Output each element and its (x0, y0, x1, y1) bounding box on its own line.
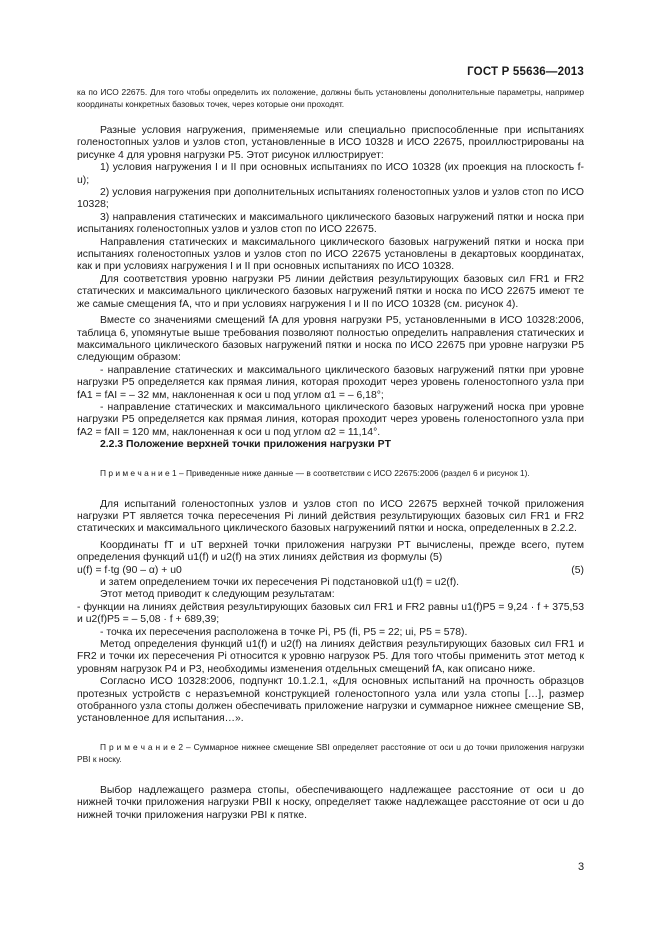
paragraph: Координаты fT и uT верхней точки приложения нагрузки PT вычислены, прежде всего, путем определения функций u1(f) и u2(f) на этих линиях действия из формулы (5) (77, 539, 584, 564)
paragraph: Направления статических и максимального циклического базовых нагружений пятки и носка при испытаниях голеностопных узлов и узлов стоп по ИСО 22675 установлены в декартовых координатах, как и при условиях нагружения I и II при основных испытаниях по ИСО 10328. (77, 236, 584, 273)
paragraph: Выбор надлежащего размера стопы, обеспечивающего надлежащее расстояние от оси u до нижней точки приложения нагрузки PBII к носку, определяет также надлежащее расстояние от оси u до нижней точки приложения нагрузки PBI к пятке. (77, 784, 584, 821)
paragraph: Согласно ИСО 10328:2006, подпункт 10.1.2.1, «Для основных испытаний на прочность образцов протезных устройств с неразъемной конструкцией голеностопного узла или узла стопы […], размер отобранного узла стопы должен обеспечивать приложение нагрузки и суммарное нижнее смещение SB, установленное для испытания…». (77, 676, 584, 725)
note-1: П р и м е ч а н и е 1 – Приведенные ниже данные — в соответствии с ИСО 22675:2006 (раздел 6 и рисунок 1). (100, 467, 530, 478)
formula-number: (5) (571, 564, 584, 576)
paragraph: Метод определения функций u1(f) и u2(f) на линиях действия результирующих базовых сил FR1 и FR2 и точки их пересечения Pi относится к уровню нагрузок P5. Для того чтобы применить этот метод к уровням нагрузок P4 и P3, необходимы изменения отдельных смещений fA, как описано ниже. (77, 639, 584, 675)
paragraph: Разные условия нагружения, применяемые или специально приспособленные при испытаниях голеностопных узлов и узлов стоп, установленные в ИСО 10328 и ИСО 22675, проиллюстрированы на рисунке 4 для уровня нагрузки P5. Этот рисунок иллюстрирует: (77, 125, 584, 161)
paragraph: Вместе со значениями смещений fA для уровня нагрузки P5, установленными в ИСО 10328:2006, таблица 6, упомянутые выше требования позволяют полностью определить направления статических и максимального циклического базовых нагружений пятки и носка по ИСО 22675 при уровне нагрузки P5 следующим образом: (77, 315, 584, 364)
formula: u(f) = f·tg (90 – α) + u0 (77, 564, 182, 576)
page-content (77, 86, 584, 822)
list-item: 3) направления статических и максимального циклического базовых нагружений пятки и носка при испытаниях голеностопных узлов и узлов стоп по ИСО 22675. (77, 211, 584, 236)
paragraph: и затем определением точки их пересечения Pi подстановкой u1(f) = u2(f). (100, 577, 460, 588)
section-heading: 2.2.3 Положение верхней точки приложения нагрузки PT (100, 439, 391, 451)
paragraph: Для испытаний голеностопных узлов и узлов стоп по ИСО 22675 верхней точкой приложения нагрузки PT является точка пересечения Pi линий действия результирующих базовых сил FR1 и FR2 статических и максимального циклического базовых нагружениий пятки и носка, определенных в 2.2.2. (77, 498, 584, 535)
note-2: П р и м е ч а н и е 2 – Суммарное нижнее смещение SBI определяет расстояние от оси u до точки приложения нагрузки PBI к носку. (77, 741, 584, 764)
formula-row (77, 565, 584, 577)
list-item: 2) условия нагружения при дополнительных испытаниях голеностопных узлов и узлов стоп по ИСО 10328; (77, 187, 584, 211)
standard-header: ГОСТ Р 55636—2013 (467, 66, 584, 78)
top-note: ка по ИСО 22675. Для того чтобы определить их положение, должны быть установлены дополнительные параметры, например координаты конкретных базовых точек, через которые они проходят. (77, 87, 584, 109)
list-item: 1) условия нагружения I и II при основных испытаниях по ИСО 10328 (их проекция на плоскость f-u); (77, 162, 584, 186)
list-item: - направление статических и максимального циклического базовых нагружений пятки при уровне нагрузки P5 определяется как прямая линия, которая проходит через уровень голеностопного узла при fA1 = fAI = – 32 мм, наклоненная к оси u под углом α1 = – 6,18°; (77, 364, 584, 401)
list-item: - точка их пересечения расположена в точке Pi, P5 (fi, P5 = 22; ui, P5 = 578). (100, 626, 468, 638)
paragraph: Для соответствия уровню нагрузки P5 линии действия результирующих базовых сил FR1 и FR2 статических и максимального циклического базовых нагружений пятки и носка по ИСО 22675 имеют те же самые смещения fA, что и при условиях нагружения I и II по ИСО 10328 (см. рисунок 4). (77, 273, 584, 310)
list-item: - функции на линиях действия результирующих базовых сил FR1 и FR2 равны u1(f)P5 = 9,24 · f + 375,53 и u2(f)P5 = – 5,08 · f + 689,39; (77, 601, 584, 626)
list-item: - направление статических и максимального циклического базовых нагружений носка при уровне нагрузки P5 определяется как прямая линия, которая проходит через уровень голеностопного узла при fA2 = fAII = 120 мм, наклоненная к оси u под углом α2 = 11,14°. (77, 401, 584, 438)
paragraph: Этот метод приводит к следующим результатам: (100, 589, 335, 601)
page-number: 3 (578, 861, 585, 873)
